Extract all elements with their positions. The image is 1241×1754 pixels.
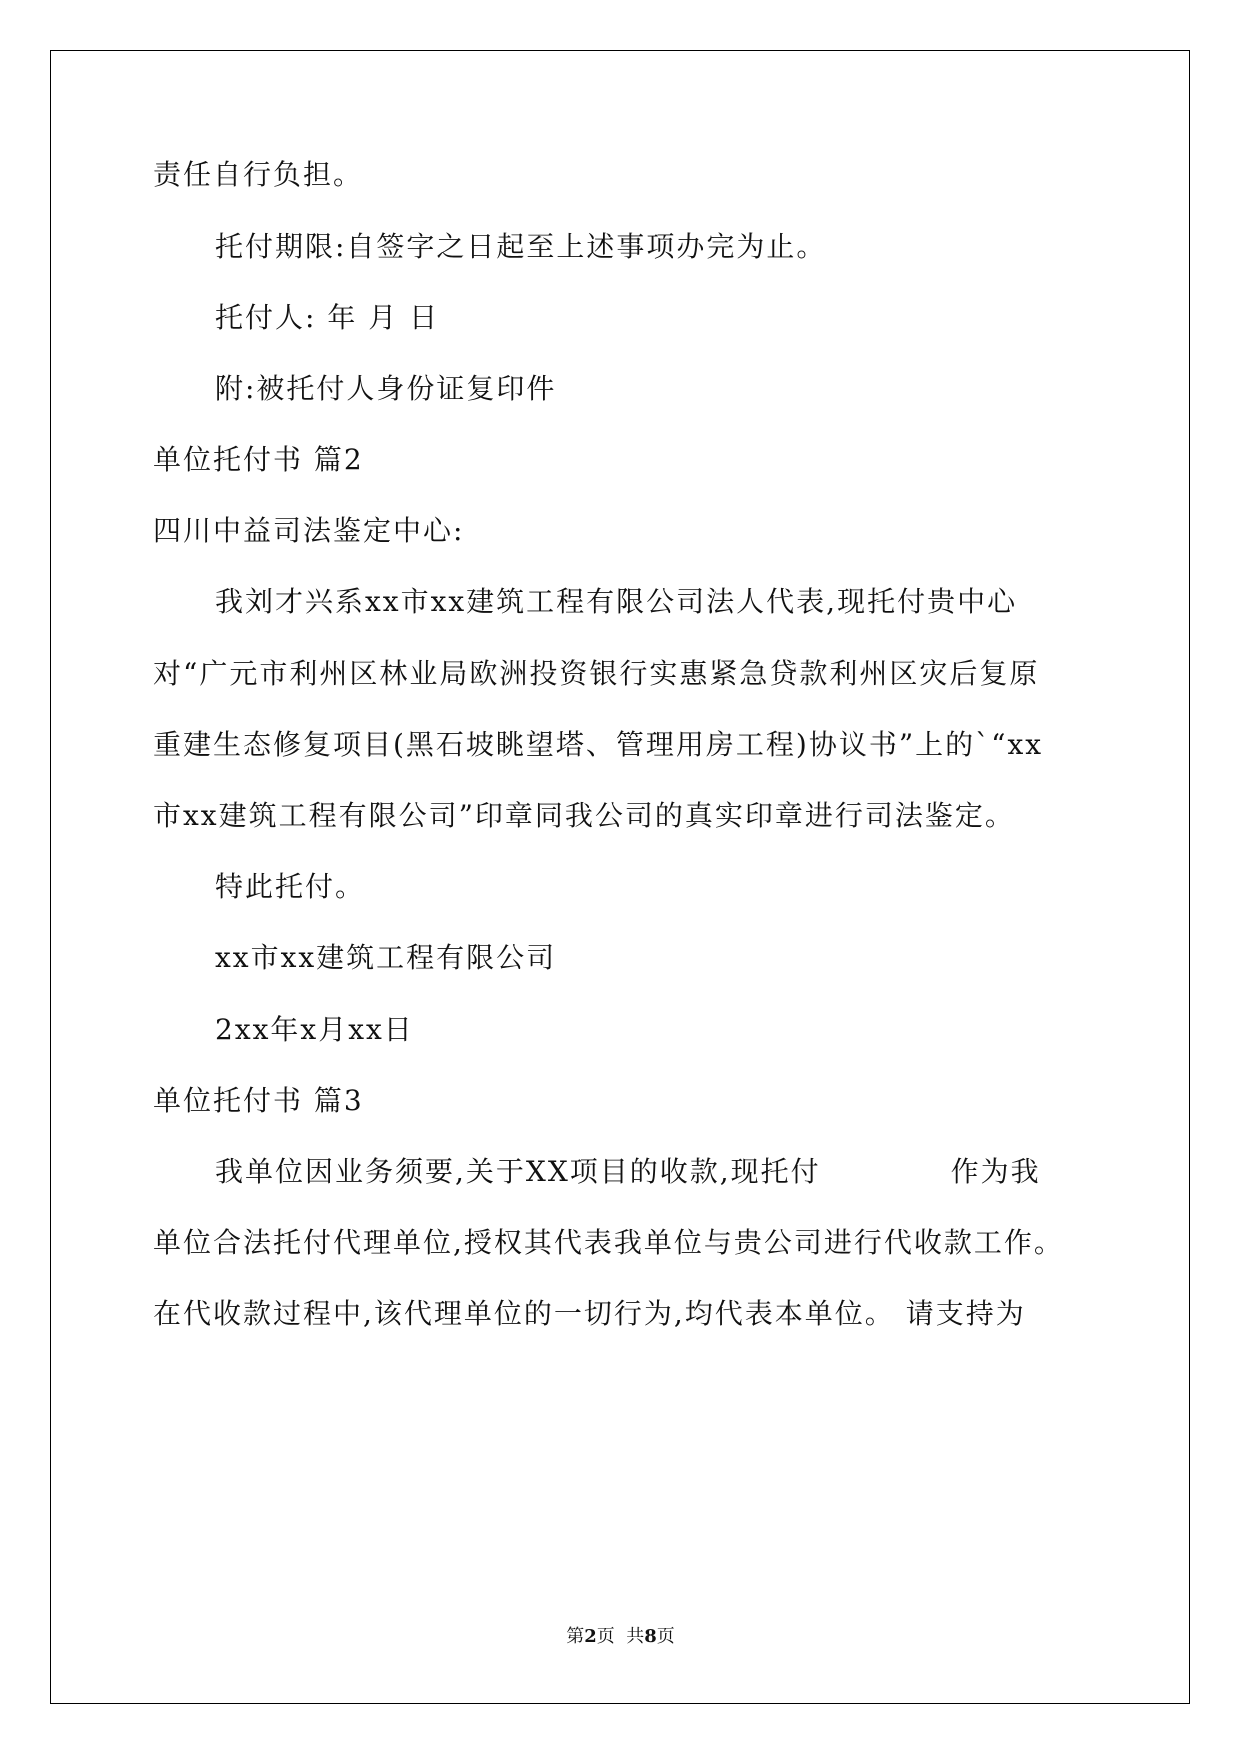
body-line-1: 责任自行负担。 [153, 158, 364, 191]
body-line-10: 市xx建筑工程有限公司”印章同我公司的真实印章进行司法鉴定。 [153, 799, 1015, 832]
body-line-9: 重建生态修复项目(黑石坡眺望塔、管理用房工程)协议书”上的`“xx [153, 728, 1044, 761]
signature-company: xx市xx建筑工程有限公司 [215, 941, 557, 974]
body-line-17: 在代收款过程中,该代理单位的一切行为,均代表本单位。 请支持为 [153, 1297, 1026, 1330]
body-line-8: 对“广元市利州区林业局欧洲投资银行实惠紧急贷款利州区灾后复原 [153, 657, 1040, 690]
footer-prefix: 第 [566, 1626, 585, 1647]
section-heading-3: 单位托付书 篇3 [153, 1084, 364, 1117]
page-footer [0, 1625, 1241, 1649]
body-line-7: 我刘才兴系xx市xx建筑工程有限公司法人代表,现托付贵中心 [215, 585, 1018, 618]
body-line-15-end: 作为我 [950, 1155, 1041, 1188]
body-line-15-start: 我单位因业务须要,关于XX项目的收款,现托付 [215, 1155, 821, 1188]
body-line-2: 托付期限:自签字之日起至上述事项办完为止。 [215, 230, 827, 263]
body-line-11: 特此托付。 [215, 870, 366, 903]
footer-page-current: 2 [584, 1626, 597, 1647]
addressee-line: 四川中益司法鉴定中心: [153, 514, 465, 547]
section-heading-2: 单位托付书 篇2 [153, 443, 364, 476]
body-line-4: 附:被托付人身份证复印件 [215, 372, 557, 405]
footer-page-total: 8 [644, 1626, 657, 1647]
body-line-16: 单位合法托付代理单位,授权其代表我单位与贵公司进行代收款工作。 [153, 1226, 1064, 1259]
footer-mid: 页 共 [596, 1626, 645, 1647]
body-line-15 [215, 1152, 1155, 1192]
footer-suffix: 页 [656, 1626, 675, 1647]
signature-date: 2xx年x月xx日 [215, 1013, 414, 1046]
body-line-3: 托付人: 年 月 日 [215, 301, 440, 334]
